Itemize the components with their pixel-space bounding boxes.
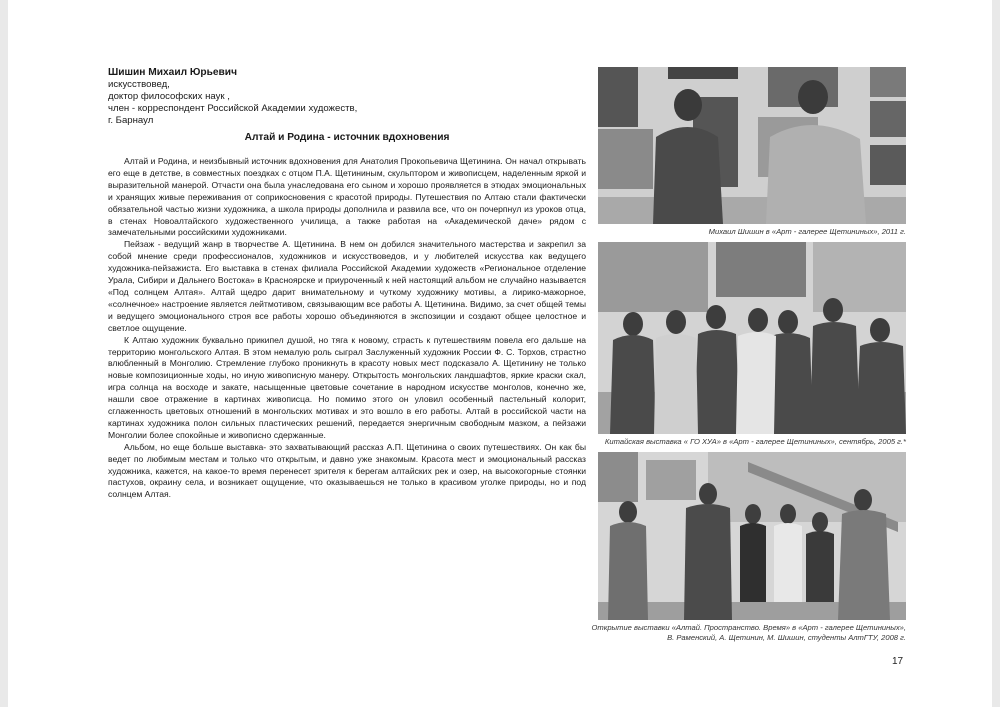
author-name: Шишин Михаил Юрьевич	[108, 67, 237, 78]
photo-caption: Михаил Шишин в «Арт - галерее Щетининых», 2011 г.	[708, 227, 906, 236]
photo-exhibition-opening	[598, 452, 906, 620]
author-degree: доктор философских наук ,	[108, 91, 230, 102]
author-city: г. Барнаул	[108, 115, 154, 126]
paragraph: Пейзаж - ведущий жанр в творчестве А. Щетинина. В нем он добился значительного мастерства и закрепил за собой мнение среди профессионалов, художников и искусствоведов, и у любителей искусства как ведущего художника-пейзажиста. Его выставка в стенах филиала Российской Академии художеств «Региональное отделение Урала, Сибири и Дальнего Востока» в Красноярске и приуроченный к ней настоящий альбом не случайно называется «Под солнцем Алтая». Алтай щедро дарит внимательному и чуткому художнику мотивы, а лирико-мажорное, «солнечное» настроение является лейтмотивом, связывающим все работы А. Щетинина. Видимо, за счет общей темы и ведущего эмоционального строя все работы хорошо объединяются в экспозиции и создают общее целостное и светлое ощущение.	[108, 239, 586, 333]
paragraph: Альбом, но еще больше выставка- это захватывающий рассказ А.П. Щетинина о своих путешествиях. Он как бы ведет по любимым местам и только что открытым, и давно уже знакомым. Красота мест и эмоциональный рассказ художника, кажется, на какое-то время перенесет зрителя к берегам алтайских рек и озер, на высокогорные стоянки пастухов, окраину села, и возникает ощущение, что оказываешься не только в красивом уголке природы, но и под солнцем Алтая.	[108, 441, 586, 500]
paragraph: Алтай и Родина, и неизбывный источник вдохновения для Анатолия Прокопьевича Щетинина. Он начал открывать его еще в детстве, в совместных поездках с отцом П.А. Щетининым, скульптором и живописцем, наделенным яркой и выразительной манерой. Отчасти она была унаследована его сыном и хорошо проявляется в этюдах эмоциональных и хранящих живые переживания от соприкосновения с красотой природы. Путешествия по Алтаю стали фактически обязательной частью жизни художника, а школа природы дополнила и развила все, что он почерпнул из уроков отца, в стенах Новоалтайского художественного училища, а также работая на «Академической даче» рядом с замечательными российскими художниками.	[108, 156, 586, 238]
photo-gallery-portrait	[598, 67, 906, 224]
book-page	[8, 0, 992, 707]
author-membership: член - корреспондент Российской Академии художеств,	[108, 103, 358, 114]
photo-caption: Китайская выставка « ГО ХУА» в «Арт - галерее Щетининых», сентябрь, 2005 г.*	[604, 437, 906, 446]
photo-chinese-exhibition	[598, 242, 906, 434]
photo-caption-line: В. Раменский, А. Щетинин, М. Шишин, студенты АлтГТУ, 2008 г.	[667, 633, 906, 642]
paragraph: К Алтаю художник буквально прикипел душой, но тяга к новому, страсть к путешествиям повела его дальше на территорию монгольского Алтая. В этом немалую роль сыграл Заслуженный художник России Ф. С. Торхов, страстно влюбленный в Монголию. Стремление глубоко проникнуть в красоту новых мест подсказало А. Щетинину не только новые композиционные ходы, но иную живописную манеру. Открытость монгольских ландшафтов, яркие краски скал, игра солнца на восходе и закате, насыщенные цветовые сочетание в народном искусстве монголов, конечно же, нашли свое отражение в картинах живописца. Но помимо этого он уловил особенный пастельный колорит, сглаженность цветовых отношений в монгольских мотивах и это вошло в его работы. Алтай в российской части на картинах художника полон сильных пластических решений, передается энергичным свободным мазком, а пейзажи Монголии более спокойные и живописно сдержанные.	[108, 334, 586, 440]
article-title: Алтай и Родина - источник вдохновения	[244, 132, 450, 143]
article-body	[108, 156, 586, 501]
author-block	[108, 67, 357, 127]
page-number: 17	[892, 656, 904, 667]
photo-caption	[568, 623, 906, 643]
author-title: искусствовед,	[108, 79, 170, 90]
photo-caption-line: Открытие выставки «Алтай. Пространство. Время» в «Арт - галерее Щетининых»,	[591, 623, 906, 632]
